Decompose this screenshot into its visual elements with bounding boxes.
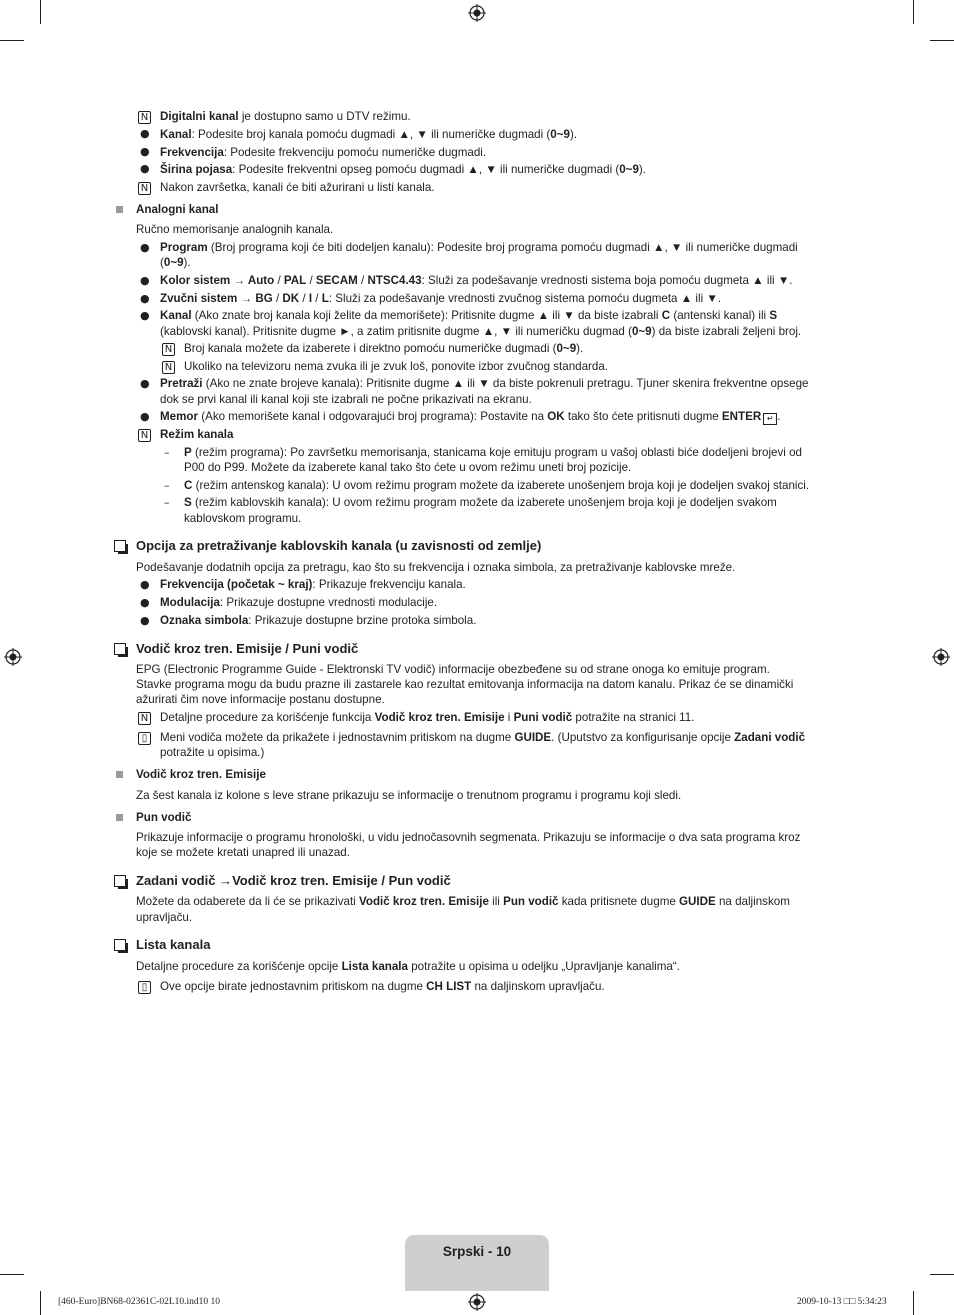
- remote-hint-icon: ▯: [138, 981, 151, 994]
- paragraph: Ručno memorisanje analognih kanala.: [136, 223, 334, 236]
- paragraph: Za šest kanala iz kolone s leve strane prikazuju se informacije o trenutnom programu i programu koji sledi.: [136, 789, 682, 802]
- section-checkbox-icon: [114, 939, 126, 951]
- bullet-icon: ●: [140, 127, 150, 140]
- bullet-icon: ●: [140, 614, 150, 627]
- list-item: Frekvencija (početak ~ kraj): Prikazuje frekvenciju kanala.: [160, 578, 466, 591]
- dash-icon: –: [164, 446, 170, 459]
- crop-mark: [913, 1291, 914, 1315]
- section-heading: Opcija za pretraživanje kablovskih kanala (u zavisnosti od zemlje): [136, 538, 542, 553]
- list-item-continuation: dok se prvi kanal ili kanal koji ste izabrali ne počne prikazivati na ekranu.: [160, 393, 532, 406]
- paragraph: Stavke programa mogu da budu prazne ili zastarele kao rezultat emitovanja informacija na datom kanalu. Prikaz će se dinamički: [136, 678, 794, 691]
- section-heading: Vodič kroz tren. Emisije / Puni vodič: [136, 641, 359, 656]
- paragraph: EPG (Electronic Programme Guide - Elektronski TV vodič) informacije obezbeđene su od strane onoga ko emituje program.: [136, 663, 770, 676]
- page-number-tab: [405, 1235, 549, 1291]
- bullet-icon: ●: [140, 274, 150, 287]
- note-icon: N: [138, 712, 151, 725]
- page-label: Srpski - 10: [442, 1244, 512, 1259]
- list-item: Širina pojasa: Podesite frekventni opseg pomoću dugmadi ▲, ▼ ili numeričke dugmadi (0~9).: [160, 163, 646, 176]
- bullet-icon: ●: [140, 309, 150, 322]
- list-item-continuation: P00 do P99. Možete da izaberete kanal tako što ćete u ovom režimu uneti broj pozicije.: [184, 461, 632, 474]
- subsection-title: Analogni kanal: [136, 203, 219, 216]
- bullet-icon: ●: [140, 377, 150, 390]
- bullet-icon: ●: [140, 162, 150, 175]
- subsection-title: Pun vodič: [136, 811, 192, 824]
- paragraph: Možete da odaberete da li će se prikazivati Vodič kroz tren. Emisije ili Pun vodič kada pritisnete dugme GUIDE na daljinskom: [136, 895, 790, 908]
- note-continuation: potražite u opisima.): [160, 746, 265, 759]
- note-line: Ove opcije birate jednostavnim pritiskom na dugme CH LIST na daljinskom upravljaču.: [160, 980, 605, 993]
- section-checkbox-icon: [114, 540, 126, 552]
- list-item: Kolor sistem → Auto / PAL / SECAM / NTSC4.43: Služi za podešavanje vrednosti sistema boja pomoću dugmeta ▲ ili ▼.: [160, 274, 793, 287]
- footer-timestamp: 2009-10-13 □□ 5:34:23: [797, 1297, 887, 1307]
- list-item: Zvučni sistem → BG / DK / I / L: Služi za podešavanje vrednosti zvučnog sistema pomoću dugmeta ▲ ili ▼.: [160, 292, 722, 305]
- dash-icon: –: [164, 496, 170, 509]
- list-item-continuation: kablovskom programu.: [184, 512, 302, 525]
- note-icon: N: [138, 429, 151, 442]
- list-item: Kanal (Ako znate broj kanala koji želite da memorišete): Pritisnite dugme ▲ ili ▼ da biste izabrali C (antenski kanal) ili S: [160, 309, 778, 322]
- bullet-icon: ●: [140, 578, 150, 591]
- subsection-square-icon: [116, 206, 123, 213]
- note-line: Ukoliko na televizoru nema zvuka ili je zvuk loš, ponovite izbor zvučnog standarda.: [184, 360, 609, 373]
- crop-mark: [40, 0, 41, 24]
- section-checkbox-icon: [114, 875, 126, 887]
- registration-mark-icon: [4, 648, 22, 666]
- subsection-square-icon: [116, 814, 123, 821]
- bullet-icon: ●: [140, 241, 150, 254]
- crop-mark: [40, 1291, 41, 1315]
- note-icon: N: [138, 182, 151, 195]
- section-heading: Zadani vodič →Vodič kroz tren. Emisije / Pun vodič: [136, 873, 451, 888]
- paragraph: upravljaču.: [136, 911, 193, 924]
- list-item: Memor (Ako memorišete kanal i odgovarajući broj programa): Postavite na OK tako što ćete pritisnuti dugme ENTER ↵ .: [160, 410, 781, 423]
- remote-hint-icon: ▯: [138, 732, 151, 745]
- list-item: Program (Broj programa koji će biti dodeljen kanalu): Podesite broj programa pomoću dugmadi ▲, ▼ ili numeričke dugmadi: [160, 241, 798, 254]
- list-item: Modulacija: Prikazuje dostupne vrednosti modulacije.: [160, 596, 438, 609]
- list-item: P (režim programa): Po završetku memorisanja, stanicama koje emituju program u vašoj oblasti biće dodeljeni brojevi od: [184, 446, 802, 459]
- note-icon: N: [162, 361, 175, 374]
- registration-mark-icon: [468, 1293, 486, 1311]
- bullet-icon: ●: [140, 410, 150, 423]
- section-heading: Lista kanala: [136, 937, 211, 952]
- note-title: Režim kanala: [160, 428, 234, 441]
- crop-mark: [930, 1274, 954, 1275]
- crop-mark: [0, 40, 24, 41]
- crop-mark: [0, 1274, 24, 1275]
- note-line: Nakon završetka, kanali će biti ažurirani u listi kanala.: [160, 181, 435, 194]
- list-item: C (režim antenskog kanala): U ovom režimu program možete da izaberete unošenjem broja koji je dodeljen svakoj stanici.: [184, 479, 810, 492]
- list-item: Pretraži (Ako ne znate brojeve kanala): Pritisnite dugme ▲ ili ▼ da biste pokrenuli pretragu. Tjuner skenira frekventne opsege: [160, 377, 809, 390]
- list-item: Frekvencija: Podesite frekvenciju pomoću numeričke dugmadi.: [160, 146, 487, 159]
- note-line: Broj kanala možete da izaberete i direktno pomoću numeričke dugmadi (0~9).: [184, 342, 584, 355]
- bullet-icon: ●: [140, 145, 150, 158]
- note-icon: N: [162, 343, 175, 356]
- note-line: Meni vodiča možete da prikažete i jednostavnim pritiskom na dugme GUIDE. (Uputstvo za konfigurisanje opcije Zadani vodič: [160, 731, 806, 744]
- list-item: S (režim kablovskih kanala): U ovom režimu program možete da izaberete unošenjem broja koji je dodeljen svakom: [184, 496, 777, 509]
- note-line: Detaljne procedure za korišćenje funkcija Vodič kroz tren. Emisije i Puni vodič potražite na stranici 11.: [160, 711, 695, 724]
- note-icon: N: [138, 111, 151, 124]
- list-item: Oznaka simbola: Prikazuje dostupne brzine protoka simbola.: [160, 614, 477, 627]
- dash-icon: –: [164, 479, 170, 492]
- bullet-icon: ●: [140, 292, 150, 305]
- list-item: Kanal: Podesite broj kanala pomoću dugmadi ▲, ▼ ili numeričke dugmadi (0~9).: [160, 128, 578, 141]
- list-item-continuation: (0~9).: [160, 256, 191, 269]
- registration-mark-icon: [932, 648, 950, 666]
- footer-file-info: [460-Euro]BN68-02361C-02L10.ind10 10: [58, 1297, 221, 1307]
- paragraph: Detaljne procedure za korišćenje opcije Lista kanala potražite u opisima u odeljku „Upravljanje kanalima“.: [136, 960, 680, 973]
- paragraph: ažurirati čim nove informacije postanu dostupne.: [136, 693, 385, 706]
- paragraph: Prikazuje informacije o programu hronološki, u vidu jednočasovnih segmenata. Prikazuju se informacije o dva sata programa kroz: [136, 831, 801, 844]
- registration-mark-icon: [468, 4, 486, 22]
- paragraph: koje se možete kretati unapred ili unazad.: [136, 846, 350, 859]
- bullet-icon: ●: [140, 596, 150, 609]
- crop-mark: [930, 40, 954, 41]
- subsection-title: Vodič kroz tren. Emisije: [136, 768, 266, 781]
- section-checkbox-icon: [114, 643, 126, 655]
- subsection-square-icon: [116, 771, 123, 778]
- list-item-continuation: (kablovski kanal). Pritisnite dugme ►, a zatim pritisnite dugme ▲, ▼ ili numeričku dugmad (0~9) da biste izabrali željeni broj.: [160, 325, 802, 338]
- enter-icon: ↵: [763, 413, 777, 425]
- crop-mark: [913, 0, 914, 24]
- paragraph: Podešavanje dodatnih opcija za pretragu, kao što su frekvencija i oznaka simbola, za pretraživanje kablovske mreže.: [136, 561, 736, 574]
- note-line: Digitalni kanal je dostupno samo u DTV režimu.: [160, 110, 411, 123]
